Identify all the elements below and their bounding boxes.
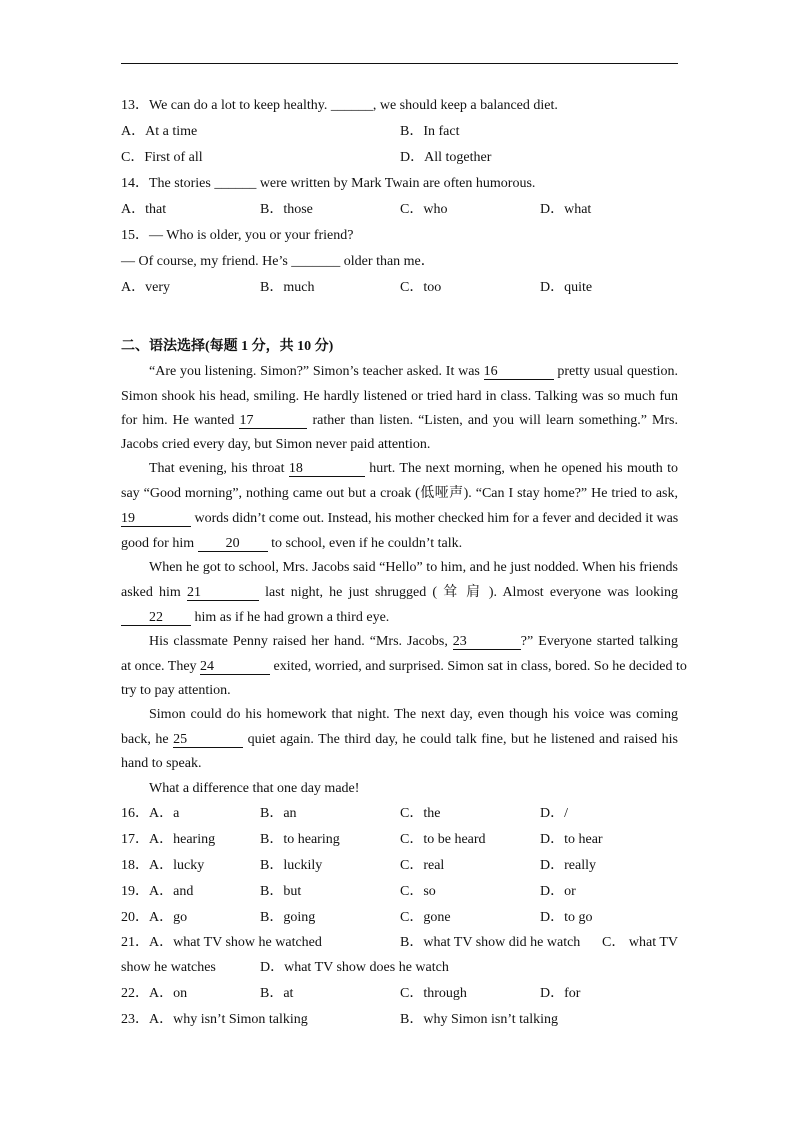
q16-option-b[interactable]: B．an — [260, 806, 297, 821]
blank-16: 16 — [484, 364, 554, 380]
q16-option-a[interactable]: 16．A．a — [121, 806, 180, 821]
q15-blank: _______ — [291, 254, 341, 269]
q17-option-a[interactable]: 17．A．hearing — [121, 832, 216, 847]
passage-line-13 — [121, 657, 687, 677]
passage-line-8 — [121, 534, 678, 554]
q14-option-a[interactable]: A．that — [121, 202, 167, 217]
q15-line2-pre: — Of course, my friend. He’s — [121, 254, 292, 269]
passage-line-11 — [121, 608, 678, 628]
q22-option-a[interactable]: 22．A．on — [121, 986, 188, 1001]
passage-text: exited, worried, and surprised. Simon sat in class, bored. So he decided to — [270, 659, 687, 674]
q14-option-b[interactable]: B．those — [260, 202, 313, 217]
q22-option-b[interactable]: B．at — [260, 986, 294, 1001]
q19-option-b[interactable]: B．but — [260, 884, 302, 899]
passage-line-6: say “Good morning”, nothing came out but a croak (低哑声). “Can I stay home?” He tried to ask, — [121, 486, 678, 501]
passage-text: words didn’t come out. Instead, his mother checked him for a fever and decided it was — [191, 511, 679, 526]
passage-text: last night, he just shrugged ( 耸 肩 ). Almost everyone was looking — [258, 585, 679, 600]
q15-option-c[interactable]: C．too — [400, 280, 442, 295]
q13-option-c[interactable]: C．First of all — [121, 150, 203, 165]
q15-option-d[interactable]: D．quite — [540, 280, 593, 295]
question-15-line1: 15．— Who is older, you or your friend? — [121, 228, 354, 243]
passage-text: hurt. The next morning, when he opened his mouth to — [364, 461, 678, 476]
passage-text: asked him — [121, 585, 187, 600]
passage-line-3 — [121, 411, 678, 431]
q21-option-d[interactable]: D．what TV show does he watch — [260, 960, 449, 975]
q13-stem-pre: 13．We can do a lot to keep healthy. — [121, 98, 331, 113]
blank-22: 22 — [121, 610, 191, 626]
q18-option-b[interactable]: B．luckily — [260, 858, 323, 873]
q20-option-d[interactable]: D．to go — [540, 910, 593, 925]
passage-text: That evening, his throat — [149, 461, 289, 476]
blank-24: 24 — [200, 659, 270, 675]
q13-blank: ______ — [330, 98, 373, 113]
q13-option-b[interactable]: B．In fact — [400, 124, 460, 139]
q15-option-b[interactable]: B．much — [260, 280, 315, 295]
passage-text: back, he — [121, 732, 174, 747]
q17-option-c[interactable]: C．to be heard — [400, 832, 486, 847]
passage-line-9: When he got to school, Mrs. Jacobs said “Hello” to him, and he just nodded. When his friends — [149, 560, 678, 575]
header-rule — [121, 63, 678, 64]
q21-option-c-part2[interactable]: show he watches — [121, 960, 216, 975]
passage-text: at once. They — [121, 659, 201, 674]
q16-option-c[interactable]: C．the — [400, 806, 441, 821]
blank-17: 17 — [239, 413, 307, 429]
passage-line-17: hand to speak. — [121, 756, 202, 771]
q16-option-d[interactable]: D．/ — [540, 806, 568, 821]
blank-21: 21 — [187, 585, 259, 601]
passage-text: “Are you listening. Simon?” Simon’s teacher asked. It was — [149, 364, 484, 379]
q17-option-b[interactable]: B．to hearing — [260, 832, 340, 847]
blank-19: 19 — [121, 511, 191, 527]
section-2-title: 二、语法选择(每题 1 分，共 10 分) — [121, 339, 334, 354]
q13-stem-post: , we should keep a balanced diet. — [372, 98, 558, 113]
q15-option-a[interactable]: A．very — [121, 280, 170, 295]
passage-text: pretty usual question. — [553, 364, 678, 379]
passage-line-12 — [121, 632, 678, 652]
q18-option-d[interactable]: D．really — [540, 858, 596, 873]
passage-line-4: Jacobs cried every day, but Simon never paid attention. — [121, 437, 431, 452]
q17-option-d[interactable]: D．to hear — [540, 832, 603, 847]
q18-option-c[interactable]: C．real — [400, 858, 445, 873]
passage-line-18: What a difference that one day made! — [149, 781, 360, 796]
passage-text: ?” Everyone started talking — [520, 634, 678, 649]
question-14: 14．The stories ______ were written by Mark Twain are often humorous. — [121, 176, 536, 191]
passage-line-10 — [121, 583, 678, 603]
q21-option-b[interactable]: B．what TV show did he watch — [400, 935, 581, 950]
question-15-line2 — [121, 252, 678, 272]
blank-23: 23 — [453, 634, 521, 650]
question-13 — [121, 96, 678, 116]
q15-line2-post: older than me． — [340, 254, 435, 269]
q13-option-a[interactable]: A．At a time — [121, 124, 198, 139]
q19-option-d[interactable]: D．or — [540, 884, 576, 899]
passage-line-1 — [121, 362, 678, 382]
q20-option-c[interactable]: C．gone — [400, 910, 451, 925]
q22-option-c[interactable]: C．through — [400, 986, 467, 1001]
q20-option-b[interactable]: B．going — [260, 910, 316, 925]
passage-line-14: try to pay attention. — [121, 683, 231, 698]
passage-text: His classmate Penny raised her hand. “Mrs. Jacobs, — [149, 634, 453, 649]
passage-text: good for him — [121, 536, 198, 551]
passage-text: to school, even if he couldn’t talk. — [267, 536, 463, 551]
q14-option-c[interactable]: C．who — [400, 202, 448, 217]
q13-option-d[interactable]: D．All together — [400, 150, 492, 165]
passage-text: quiet again. The third day, he could talk fine, but he listened and raised his — [243, 732, 678, 747]
blank-25: 25 — [173, 732, 243, 748]
passage-line-7 — [121, 509, 678, 529]
q14-option-d[interactable]: D．what — [540, 202, 592, 217]
passage-line-16 — [121, 730, 678, 750]
q23-option-b[interactable]: B．why Simon isn’t talking — [400, 1012, 559, 1027]
q21-option-c-part1[interactable]: C． what TV — [602, 935, 678, 950]
passage-text: rather than listen. “Listen, and you will learn something.” Mrs. — [307, 413, 678, 428]
passage-line-15: Simon could do his homework that night. The next day, even though his voice was coming — [149, 707, 678, 722]
blank-20: 20 — [198, 536, 268, 552]
passage-line-2: Simon shook his head, smiling. He hardly listened or tried hard in class. Talking was so much fun — [121, 389, 678, 404]
q23-option-a[interactable]: 23．A．why isn’t Simon talking — [121, 1012, 308, 1027]
q19-option-c[interactable]: C．so — [400, 884, 436, 899]
passage-line-5 — [121, 459, 678, 479]
passage-text: for him. He wanted — [121, 413, 240, 428]
q18-option-a[interactable]: 18．A．lucky — [121, 858, 205, 873]
q22-option-d[interactable]: D．for — [540, 986, 581, 1001]
blank-18: 18 — [289, 461, 365, 477]
q20-option-a[interactable]: 20．A．go — [121, 910, 188, 925]
q21-option-a[interactable]: 21．A．what TV show he watched — [121, 935, 322, 950]
q19-option-a[interactable]: 19．A．and — [121, 884, 194, 899]
passage-text: him as if he had grown a third eye. — [191, 610, 390, 625]
